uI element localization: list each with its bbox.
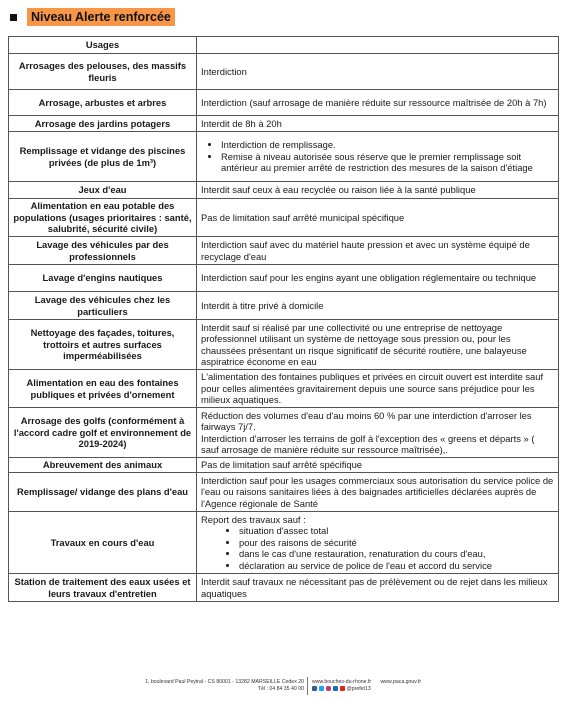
rule-cell: Interdit à titre privé à domicile — [197, 292, 559, 320]
usage-cell: Lavage des véhicules chez les particuliers — [9, 292, 197, 320]
social-icons — [312, 686, 345, 691]
footer-address-block — [118, 679, 304, 693]
rule-line: Réduction des volumes d'eau d'au moins 60 % par une interdiction d'arroser les fairways 7j/7. — [201, 409, 532, 432]
list-item: • Remise à niveau autorisée sous réserve que le premier remplissage soit antérieur au premier arrêté de restriction des mesures de la saison d'étiage — [221, 151, 554, 174]
usage-cell: Arrosage des golfs (conformément à l'accord cadre golf et environnement de 2019-2024) — [9, 408, 197, 458]
list-item: • déclaration au service de police de l'eau et accord du service — [239, 560, 554, 572]
youtube-icon[interactable] — [340, 686, 345, 691]
table-row — [9, 265, 559, 292]
table-row — [9, 408, 559, 458]
rule-cell: Interdiction sauf avec du matériel haute pression et avec un système équipé de recyclage d'eau — [197, 237, 559, 265]
table-row — [9, 458, 559, 473]
usage-cell: Remplissage/ vidange des plans d'eau — [9, 473, 197, 512]
rule-cell: Interdit de 8h à 20h — [197, 116, 559, 132]
usage-cell: Jeux d'eau — [9, 182, 197, 199]
usage-restrictions-table — [8, 36, 559, 602]
rule-cell — [197, 512, 559, 574]
table-row — [9, 116, 559, 132]
table-row — [9, 370, 559, 408]
rule-cell: Pas de limitation sauf arrêté spécifique — [197, 458, 559, 473]
instagram-icon[interactable] — [326, 686, 331, 691]
table-header-row — [9, 37, 559, 54]
usage-cell: Alimentation en eau potable des populations (usages prioritaires : santé, salubrité, sécurité civile) — [9, 199, 197, 237]
footer-handle: @prefet13 — [346, 686, 371, 692]
usage-cell: Alimentation en eau des fontaines publiques et privées d'ornement — [9, 370, 197, 408]
usage-cell: Abreuvement des animaux — [9, 458, 197, 473]
table-row — [9, 90, 559, 116]
rule-intro: Report des travaux sauf : — [201, 513, 306, 525]
table-row — [9, 574, 559, 602]
facebook-icon[interactable] — [312, 686, 317, 691]
table-row — [9, 473, 559, 512]
footer-website-link[interactable]: www.bouches-du-rhone.fr — [312, 679, 372, 685]
rule-cell — [197, 132, 559, 182]
footer-phone: Tél : 04 84 35 40 00 — [257, 686, 304, 692]
usage-cell: Travaux en cours d'eau — [9, 512, 197, 574]
heading-title: Niveau Alerte renforcée — [27, 8, 175, 26]
rule-cell: L'alimentation des fontaines publiques et privées en circuit ouvert est interdite sauf pour celles alimentées gravitairement depuis une source sans préjudice pour les milieux aquatiques. — [197, 370, 559, 408]
list-item: • dans le cas d'une restauration, renaturation du cours d'eau, — [239, 548, 554, 560]
list-item: • Interdiction de remplissage. — [221, 139, 554, 151]
footer-address: 1, boulevard Paul Peytral - CS 80001 - 13282 MARSEILLE Cedex 20 — [145, 679, 304, 685]
list-item: • situation d'assec total — [239, 525, 554, 537]
footer-website-link[interactable]: www.paca.gouv.fr — [380, 679, 422, 685]
bullet-list — [201, 139, 554, 174]
footer-divider — [307, 677, 308, 695]
table-row — [9, 182, 559, 199]
usage-cell: Station de traitement des eaux usées et leurs travaux d'entretien — [9, 574, 197, 602]
page-footer — [0, 677, 568, 697]
table-row — [9, 199, 559, 237]
usage-cell: Lavage des véhicules par des professionnels — [9, 237, 197, 265]
table-row — [9, 292, 559, 320]
section-heading — [8, 8, 175, 26]
rule-cell: Interdit sauf travaux ne nécessitant pas de prélèvement ou de rejet dans les milieux aquatiques — [197, 574, 559, 602]
usage-cell: Lavage d'engins nautiques — [9, 265, 197, 292]
rule-cell — [197, 408, 559, 458]
rule-cell: Interdit sauf si réalisé par une collectivité ou une entreprise de nettoyage professionnel utilisant un système de nettoyage sous pression ou, pour les chaussées présentant un risque significatif de sécurité routière, une balayeuse aspiratrice économe en eau — [197, 320, 559, 370]
rule-cell: Interdit sauf ceux à eau recyclée ou raison liée à la santé publique — [197, 182, 559, 199]
linkedin-icon[interactable] — [333, 686, 338, 691]
rule-line: Interdiction d'arroser les terrains de golf à l'exception des « greens et départs » ( sauf arrosage de manière réduite sur ressource maîtrisée),. — [201, 432, 535, 455]
rule-cell: Pas de limitation sauf arrêté municipal spécifique — [197, 199, 559, 237]
column-header-rule — [197, 37, 559, 54]
rule-cell: Interdiction sauf pour les usages commerciaux sous autorisation du service police de l'eau ou raisons sanitaires liées à des baignades artificielles déclarées auprès de l'Agence régionale de Santé — [197, 473, 559, 512]
rule-cell: Interdiction — [197, 54, 559, 90]
twitter-icon[interactable] — [319, 686, 324, 691]
column-header-usages: Usages — [9, 37, 197, 54]
footer-links-block — [312, 679, 429, 693]
usage-cell: Arrosage, arbustes et arbres — [9, 90, 197, 116]
list-item: • pour des raisons de sécurité — [239, 537, 554, 549]
usage-cell: Remplissage et vidange des piscines privées (de plus de 1m³) — [9, 132, 197, 182]
table-row — [9, 512, 559, 574]
table-row — [9, 237, 559, 265]
rule-cell: Interdiction (sauf arrosage de manière réduite sur ressource maîtrisée de 20h à 7h) — [197, 90, 559, 116]
usage-cell: Arrosages des pelouses, des massifs fleuris — [9, 54, 197, 90]
table-row — [9, 320, 559, 370]
table-row — [9, 132, 559, 182]
bullet-list — [201, 525, 554, 571]
table-row — [9, 54, 559, 90]
usage-cell: Nettoyage des façades, toitures, trottoirs et autres surfaces imperméabilisées — [9, 320, 197, 370]
usage-cell: Arrosage des jardins potagers — [9, 116, 197, 132]
square-bullet-icon — [10, 14, 17, 21]
rule-cell: Interdiction sauf pour les engins ayant une obligation réglementaire ou technique — [197, 265, 559, 292]
